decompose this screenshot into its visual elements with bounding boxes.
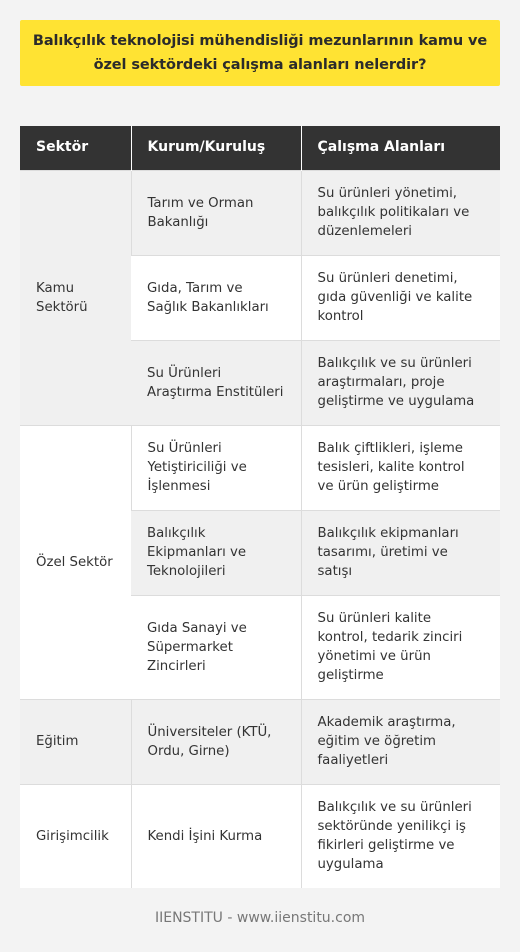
column-header-work-areas: Çalışma Alanları — [301, 126, 500, 170]
page-title: Balıkçılık teknolojisi mühendisliği mezunlarının kamu ve özel sektördeki çalışma alanları nelerdir? — [32, 33, 488, 73]
table-row — [20, 170, 500, 255]
institution-cell: Kendi İşini Kurma — [131, 784, 301, 888]
institution-cell: Gıda Sanayi ve Süpermarket Zincirleri — [131, 595, 301, 699]
column-header-institution: Kurum/Kuruluş — [131, 126, 301, 170]
title-banner — [20, 20, 500, 86]
institution-cell: Gıda, Tarım ve Sağlık Bakanlıkları — [131, 255, 301, 340]
footer-source: IIENSTITU - www.iienstitu.com — [154, 910, 366, 926]
sector-cell: Kamu Sektörü — [20, 170, 131, 425]
work-areas-cell: Balıkçılık ve su ürünleri araştırmaları, proje geliştirme ve uygulama — [301, 340, 500, 425]
table-row — [20, 784, 500, 888]
column-header-sector: Sektör — [20, 126, 131, 170]
institution-cell: Tarım ve Orman Bakanlığı — [131, 170, 301, 255]
institution-cell: Balıkçılık Ekipmanları ve Teknolojileri — [131, 510, 301, 595]
work-areas-cell: Su ürünleri yönetimi, balıkçılık politikaları ve düzenlemeleri — [301, 170, 500, 255]
table-row — [20, 425, 500, 510]
work-areas-cell: Su ürünleri kalite kontrol, tedarik zinciri yönetimi ve ürün geliştirme — [301, 595, 500, 699]
table-header — [20, 126, 500, 170]
work-areas-cell: Akademik araştırma, eğitim ve öğretim faaliyetleri — [301, 699, 500, 784]
institution-cell: Üniversiteler (KTÜ, Ordu, Girne) — [131, 699, 301, 784]
table-row — [20, 699, 500, 784]
institution-cell: Su Ürünleri Yetiştiriciliği ve İşlenmesi — [131, 425, 301, 510]
institution-cell: Su Ürünleri Araştırma Enstitüleri — [131, 340, 301, 425]
sector-cell: Eğitim — [20, 699, 131, 784]
work-areas-cell: Su ürünleri denetimi, gıda güvenliği ve kalite kontrol — [301, 255, 500, 340]
sector-cell: Girişimcilik — [20, 784, 131, 888]
sector-cell: Özel Sektör — [20, 425, 131, 699]
work-areas-cell: Balık çiftlikleri, işleme tesisleri, kalite kontrol ve ürün geliştirme — [301, 425, 500, 510]
sector-table — [20, 126, 500, 888]
table-body — [20, 170, 500, 888]
work-areas-cell: Balıkçılık ekipmanları tasarımı, üretimi ve satışı — [301, 510, 500, 595]
work-areas-cell: Balıkçılık ve su ürünleri sektöründe yenilikçi iş fikirleri geliştirme ve uygulama — [301, 784, 500, 888]
